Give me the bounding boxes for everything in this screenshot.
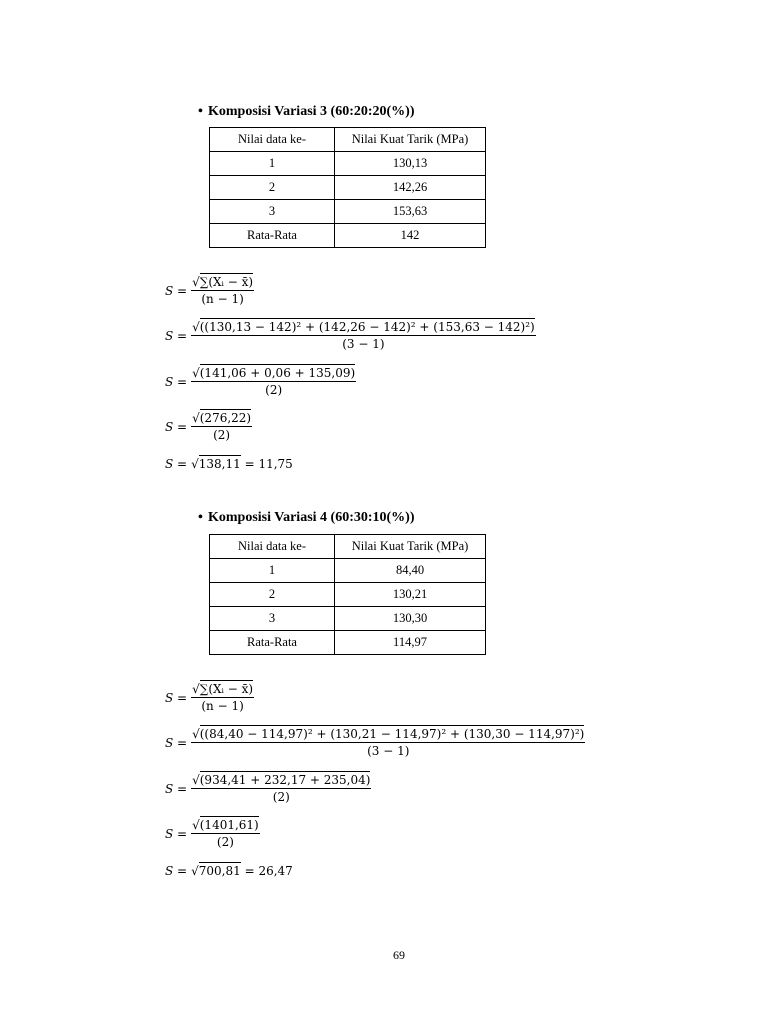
bullet-icon: •: [198, 104, 203, 119]
section-heading-text: Komposisi Variasi 3 (60:20:20(%)): [208, 104, 415, 119]
equation-squares: S = $\frac{√(934,41 + 232,17 + 235,04)}{(2)}$: [165, 773, 371, 804]
table-row: [210, 607, 486, 631]
table-cell: 1: [210, 152, 335, 176]
table-row: [210, 583, 486, 607]
table-cell: Rata-Rata: [210, 631, 335, 655]
data-table: [209, 534, 486, 655]
table-cell: 130,21: [335, 583, 486, 607]
table-cell: 2: [210, 583, 335, 607]
table-cell: 1: [210, 559, 335, 583]
table-cell: 130,13: [335, 152, 486, 176]
table-row: [210, 200, 486, 224]
table-cell: 3: [210, 607, 335, 631]
section-heading-text: Komposisi Variasi 4 (60:30:10(%)): [208, 510, 415, 525]
equation-substitution: S = $\frac{\text{√((130,13 − 142)² + (142,26 − 142)² + (153,63 − 142)²)}}{(3 - 1)}$: [165, 320, 535, 351]
table-cell: 142: [335, 224, 486, 248]
equation-substitution: S = √((84,40 − 114,97)² + (130,21 − 114,97)² + (130,30 − 114,97)²) (3 − 1): [165, 727, 585, 758]
table-header-cell: Nilai data ke-: [210, 128, 335, 152]
table-row: [210, 631, 486, 655]
table-header-row: [210, 535, 486, 559]
equation-sum: S = $\frac{√(1401,61)}{(2)}$: [165, 818, 259, 849]
equation-formula: S = $\frac{\text{√∑(Xᵢ − x̄)}}{(n - 1)}$: [165, 682, 254, 713]
table-row: [210, 152, 486, 176]
table-header-cell: Nilai Kuat Tarik (MPa): [335, 128, 486, 152]
table-cell: Rata-Rata: [210, 224, 335, 248]
table-header-cell: Nilai Kuat Tarik (MPa): [335, 535, 486, 559]
section-heading: [198, 510, 415, 526]
equation-sum: S = $\frac{√(276,22)}{(2)}$: [165, 411, 252, 442]
table-row: [210, 224, 486, 248]
table-cell: 2: [210, 176, 335, 200]
table-row: [210, 559, 486, 583]
page-number: 69: [393, 948, 405, 962]
equation-formula: S = $\frac{\text{√∑(Xᵢ − x̄)}}{(n - 1)}$: [165, 275, 254, 306]
data-table: [209, 127, 486, 248]
table-header-row: [210, 128, 486, 152]
table-cell: 142,26: [335, 176, 486, 200]
table-cell: 84,40: [335, 559, 486, 583]
equation-result: S = √700,81 = 26,47: [165, 863, 293, 878]
table-cell: 153,63: [335, 200, 486, 224]
equation-squares: S = $\frac{√(141,06 + 0,06 + 135,09)}{(2)}$: [165, 366, 356, 397]
equation-result: S = √138,11 = 11,75: [165, 456, 293, 471]
section-heading: [198, 104, 415, 120]
table-row: [210, 176, 486, 200]
table-cell: 130,30: [335, 607, 486, 631]
table-cell: 114,97: [335, 631, 486, 655]
bullet-icon: •: [198, 510, 203, 525]
table-cell: 3: [210, 200, 335, 224]
table-header-cell: Nilai data ke-: [210, 535, 335, 559]
